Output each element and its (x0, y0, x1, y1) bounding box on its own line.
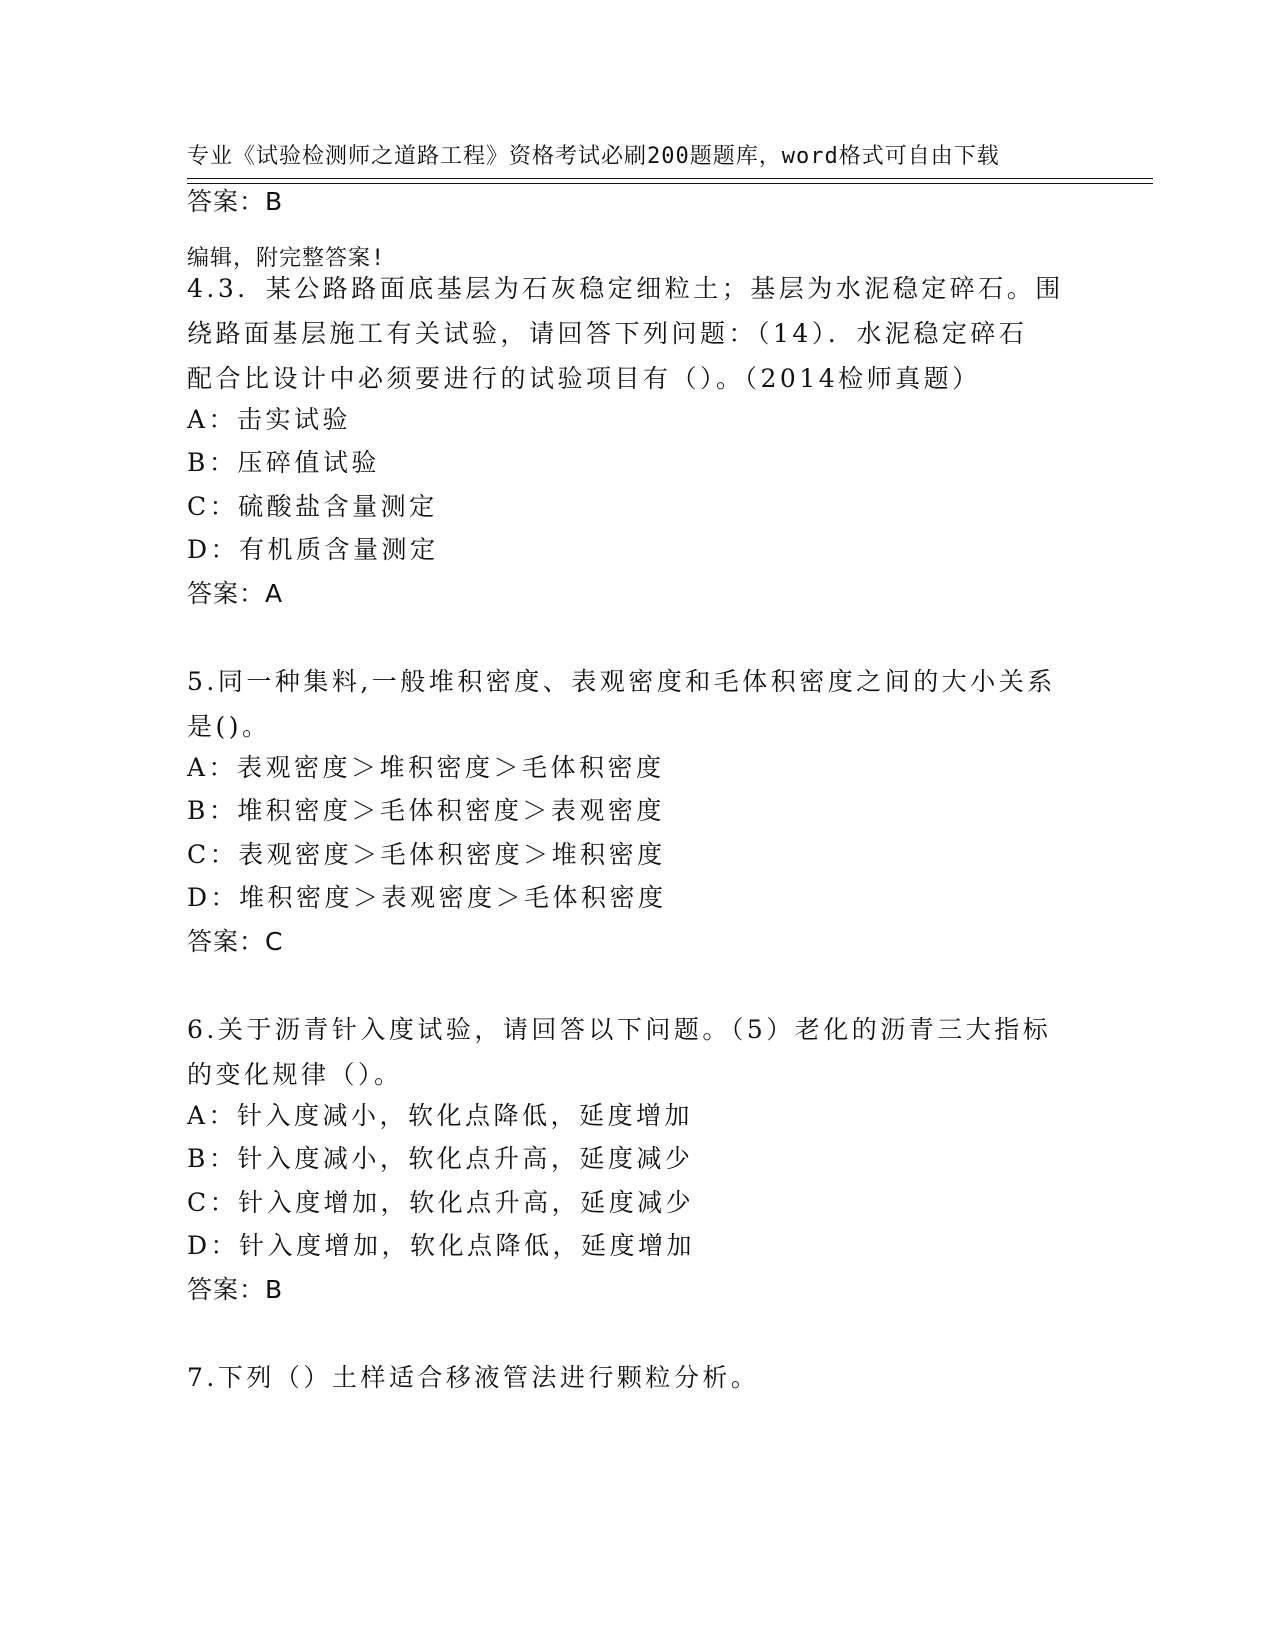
option-b: B：针入度减小，软化点升高，延度减少 (187, 1144, 694, 1173)
option-a: A：针入度减小，软化点降低，延度增加 (187, 1101, 694, 1130)
answer-question-5: 答案：C (187, 927, 284, 956)
option-a: A：击实试验 (187, 405, 352, 434)
option-b: B：压碎值试验 (187, 448, 380, 477)
question-line: 4.3．某公路路面底基层为石灰稳定细粒土；基层为水泥稳定碎石。围 (187, 274, 1064, 303)
option-c: C：硫酸盐含量测定 (187, 492, 438, 521)
header-rule-bottom (187, 183, 1153, 184)
option-d: D：有机质含量测定 (187, 535, 439, 564)
option-c: C：表观密度＞毛体积密度＞堆积密度 (187, 840, 666, 869)
header-rule-top (187, 178, 1153, 179)
option-a: A：表观密度＞堆积密度＞毛体积密度 (187, 753, 665, 782)
question-line: 是()。 (187, 712, 271, 741)
question-line: 配合比设计中必须要进行的试验项目有（）。（2014检师真题） (187, 364, 981, 393)
option-d: D：针入度增加，软化点降低，延度增加 (187, 1231, 696, 1260)
question-line: 绕路面基层施工有关试验，请回答下列问题：（14）．水泥稳定碎石 (187, 319, 1028, 348)
answer-question-6: 答案：B (187, 1275, 284, 1304)
question-6-text (187, 1007, 1087, 1097)
question-5-text (187, 659, 1087, 749)
question-line: 6.关于沥青针入度试验，请回答以下问题。（5）老化的沥青三大指标 (187, 1015, 1052, 1044)
header-line-1: 专业《试验检测师之道路工程》资格考试必刷200题题库，word格式可自由下载 (187, 144, 1000, 169)
answer-question-4-3: 答案：A (187, 579, 284, 608)
answer-previous: 答案：B (187, 187, 284, 216)
option-c: C：针入度增加，软化点升高，延度减少 (187, 1188, 695, 1217)
option-d: D：堆积密度＞表观密度＞毛体积密度 (187, 883, 667, 912)
question-4-3-text (187, 266, 1087, 401)
question-line: 7.下列（）土样适合移液管法进行颗粒分析。 (187, 1363, 760, 1392)
question-7-text (187, 1355, 1087, 1400)
question-line: 的变化规律（）。 (187, 1060, 403, 1089)
option-b: B：堆积密度＞毛体积密度＞表观密度 (187, 796, 665, 825)
question-line: 5.同一种集料,一般堆积密度、表观密度和毛体积密度之间的大小关系 (187, 667, 1056, 696)
header-line-2: 编辑，附完整答案! (187, 246, 386, 271)
